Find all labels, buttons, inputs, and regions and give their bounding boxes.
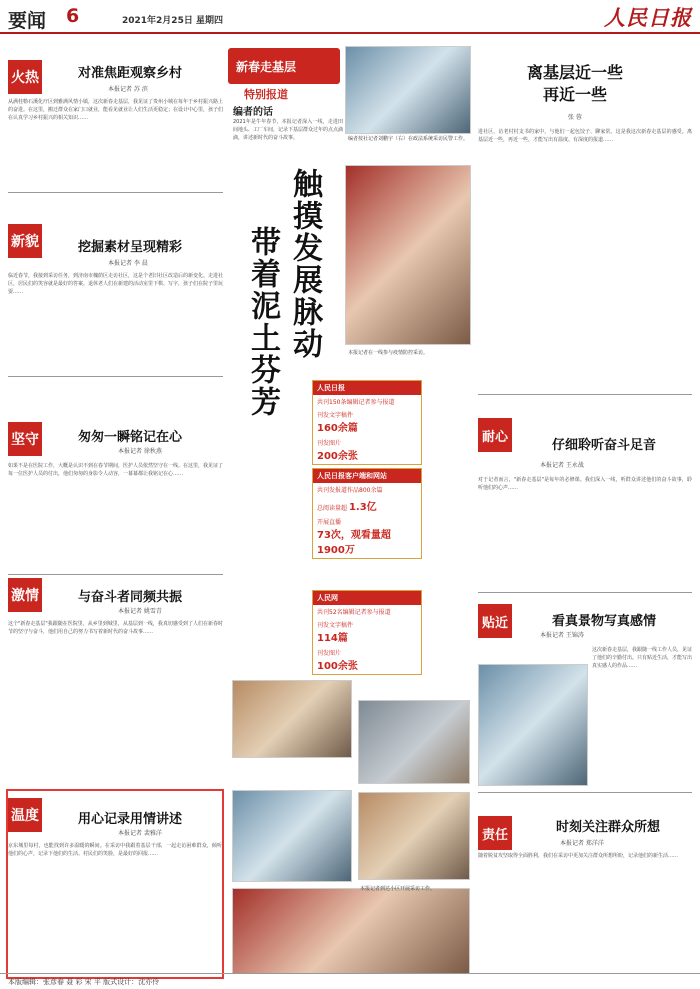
article-wendu bbox=[8, 794, 223, 974]
right-headline bbox=[515, 62, 635, 106]
article-body: 这次新春走基层，我跟随一线工作人员，见证了他们的辛勤付出。只有贴近生活，才能写出真实感人的作品…… bbox=[592, 647, 692, 669]
photo-medical bbox=[345, 165, 471, 345]
divider bbox=[8, 376, 223, 377]
stats-value: 73次，观看量超1900万 bbox=[317, 530, 391, 556]
divider bbox=[478, 792, 692, 793]
issue-date: 2021年2月25日 星期四 bbox=[122, 16, 223, 26]
editor-note-title: 编者的话 bbox=[233, 107, 273, 118]
page-number: 6 bbox=[66, 5, 80, 27]
article-title[interactable]: 匆匆一瞬铭记在心 bbox=[78, 430, 183, 445]
article-tag: 贴近 bbox=[478, 604, 512, 638]
article-byline: 本报记者 徐秋燕 bbox=[118, 448, 162, 455]
article-title[interactable]: 用心记录用情讲述 bbox=[78, 812, 183, 827]
stats-label: 总阅读量超 bbox=[317, 505, 348, 512]
photo-caption: 本报记者到达小区开展采访工作。 bbox=[360, 886, 436, 892]
article-tag: 耐心 bbox=[478, 418, 512, 452]
stats-value: 200余张 bbox=[317, 451, 358, 462]
section-name: 要闻 bbox=[8, 10, 47, 32]
article-tag: 激情 bbox=[8, 578, 42, 612]
stats-line: 共刊发报道作品800余篇 bbox=[317, 487, 383, 494]
masthead bbox=[0, 0, 700, 34]
photo-villagers bbox=[232, 680, 352, 758]
stats-line: 共刊150条编辑记者参与报道 bbox=[317, 399, 395, 406]
article-body: 临近春节，我接到采访任务，到济南市槐荫区走访社区，这是个老旧社区改造后的新变化。走进社区，居民们的笑容就是最好的答案。退休老人们在新建的活动室里下棋、写字，孩子们在院子里玩耍…… bbox=[8, 273, 223, 295]
photo-field bbox=[478, 664, 588, 786]
article-byline: 本报记者 姚雪青 bbox=[118, 608, 162, 615]
article-title[interactable]: 对准焦距观察乡村 bbox=[78, 66, 183, 81]
article-byline: 本报记者 王永战 bbox=[540, 462, 584, 469]
article-title[interactable]: 仔细聆听奋斗足音 bbox=[552, 438, 657, 453]
stats-value: 100余张 bbox=[317, 661, 358, 672]
article-byline: 本报记者 郑洋洋 bbox=[560, 840, 604, 847]
vertical-title-1: 触摸发展脉动 bbox=[287, 168, 322, 360]
divider bbox=[478, 592, 692, 593]
article-title[interactable]: 看真景物写真感情 bbox=[552, 614, 657, 629]
stats-value: 114篇 bbox=[317, 633, 348, 644]
stats-box bbox=[312, 380, 422, 465]
stats-label: 刊发文字稿件 bbox=[317, 412, 354, 419]
article-tag: 温度 bbox=[8, 798, 42, 832]
editor-note-body: 2021年是牛年春节，本报记者深入一线，走进田间地头、工厂车间，记录下基层群众过年的点点滴滴，讲述新时代的奋斗故事。 bbox=[233, 119, 343, 141]
divider bbox=[8, 192, 223, 193]
photo-caption: 编者按社记者刘鹏宇（右）在政法系统采访民警工作。 bbox=[348, 136, 469, 142]
article-body: 京东城里每村，也能找到许多温暖的瞬间。在采访中我跟着基层干部，一起走访困难群众，倾听他们的心声，记录下他们的生活。村民们的笑脸，是最好的回报…… bbox=[8, 843, 222, 857]
article-tag: 责任 bbox=[478, 816, 512, 850]
stats-line: 共刊52名编辑记者参与报道 bbox=[317, 609, 391, 616]
page-footer: 本版编辑：张彦春 聂 彩 宋 平 版式设计：沈亦伶 bbox=[0, 973, 700, 989]
photo-caption: 本报记者在一线参与疫情防控采访。 bbox=[348, 350, 429, 356]
stats-box bbox=[312, 468, 422, 559]
photo-group bbox=[358, 700, 470, 784]
article-body: 对于记者而言，"新春走基层"是每年的必修课。我们深入一线，听群众讲述他们的奋斗故事，聆听他们的心声…… bbox=[478, 477, 692, 491]
stats-head: 人民日报 bbox=[313, 381, 421, 395]
article-body: 这个"新春走基层"我跟随在医院里，从乡里到城里，从基层到一线，我真切感受到了人们在新春时节的坚守与奋斗，他们用自己的努力书写着新时代的奋斗故事…… bbox=[8, 621, 223, 635]
article-huore bbox=[8, 44, 223, 192]
article-byline: 本报记者 苏 滨 bbox=[108, 86, 148, 93]
stats-value: 160余篇 bbox=[317, 423, 358, 434]
photo-market bbox=[358, 792, 470, 880]
photo-police bbox=[345, 46, 471, 134]
stats-label: 刊发图片 bbox=[317, 440, 342, 447]
article-jianshou bbox=[8, 380, 223, 570]
article-tag: 新貌 bbox=[8, 224, 42, 258]
article-title[interactable]: 挖掘素材呈现精彩 bbox=[78, 240, 183, 255]
right-body: 进社区，访老村村支书的家中，与他们一起包饺子、聊家常。这是我这次新春走基层的感受。离基层近一些，再近一些，才能写出有温度、有深度的报道…… bbox=[478, 129, 692, 143]
special-report-label: 特别报道 bbox=[244, 88, 288, 101]
article-xinmao bbox=[8, 196, 223, 376]
feature-banner: 新春走基层 bbox=[228, 48, 340, 84]
article-body: 随着脱贫攻坚取得全面胜利，我们在采访中更加关注群众所想所盼，记录他们的新生活…… bbox=[478, 853, 679, 859]
stats-label: 刊发图片 bbox=[317, 650, 342, 657]
stats-head: 人民网 bbox=[313, 591, 421, 605]
divider bbox=[8, 574, 223, 575]
article-tag: 坚守 bbox=[8, 422, 42, 456]
photo-night bbox=[232, 888, 470, 974]
article-body: 从满桂勒石溪化疗区到雅满风情小镇，这次新春走基层，我见证了贵州小城在每年于乡村振兴路上的奋进。在这里，搬迁群众在家门口就业，能看见就业让人们生活更稳定；在设计中心里，孩子们在认真学习乡村振兴的相关知识…… bbox=[8, 99, 223, 121]
article-title[interactable]: 时刻关注群众所想 bbox=[556, 820, 661, 835]
stats-label: 开展直播 bbox=[317, 519, 342, 526]
article-byline: 本报记者 裴雅洋 bbox=[118, 830, 162, 837]
vertical-title-2: 带着泥土芬芳 bbox=[245, 226, 280, 418]
photo-workers bbox=[232, 790, 352, 882]
right-headline-line1: 离基层近一些 bbox=[526, 63, 623, 82]
article-byline: 本报记者 王锦涛 bbox=[540, 632, 584, 639]
stats-value: 1.3亿 bbox=[348, 502, 377, 513]
article-tag: 火热 bbox=[8, 60, 42, 94]
right-byline: 张 蓉 bbox=[568, 114, 582, 121]
stats-box bbox=[312, 590, 422, 675]
article-body: 如果不是在医院工作，大概是认识不到在春节期间，医护人员依然坚守在一线。在这里，我见证了每一位医护人员的付出，他们匆匆的身影令人动容，一幕幕都让我铭记在心…… bbox=[8, 463, 223, 477]
article-byline: 本报记者 李 晨 bbox=[108, 260, 148, 267]
right-headline-line2: 再近一些 bbox=[542, 85, 607, 104]
divider bbox=[478, 394, 692, 395]
stats-head: 人民日报客户端和网站 bbox=[313, 469, 421, 483]
newspaper-logo: 人民日报 bbox=[604, 5, 692, 30]
article-jiqing bbox=[8, 578, 223, 783]
stats-label: 刊发文字稿件 bbox=[317, 622, 354, 629]
article-title[interactable]: 与奋斗者同频共振 bbox=[78, 590, 183, 605]
